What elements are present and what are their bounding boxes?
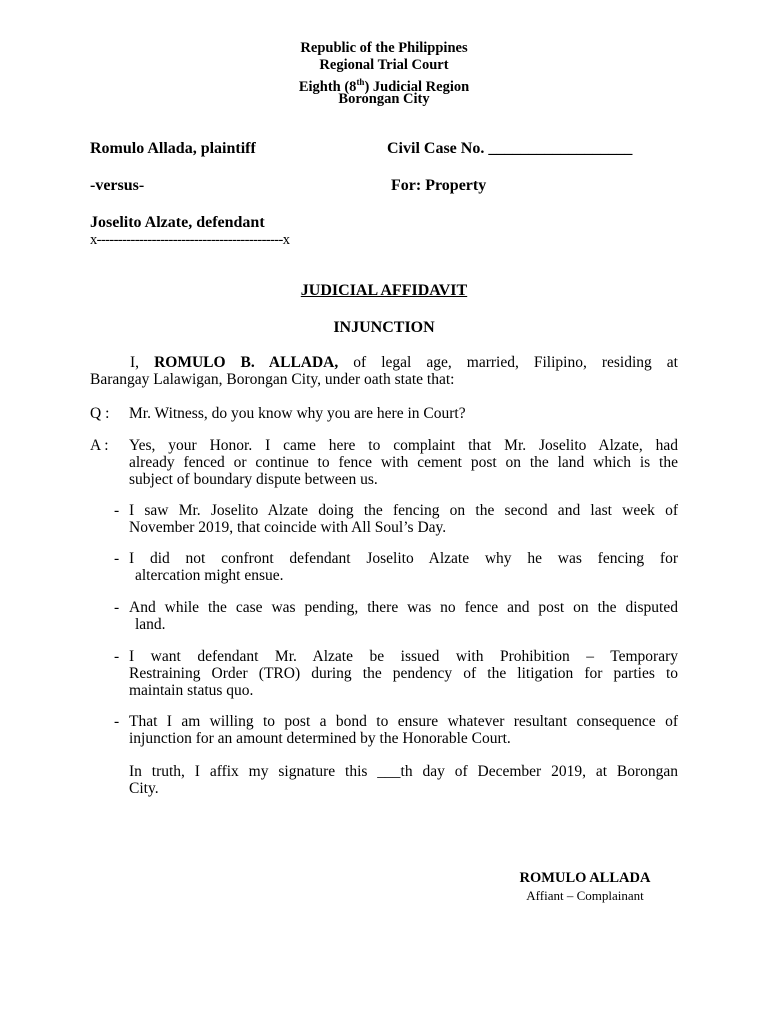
question-text: Mr. Witness, do you know why you are here in Court? [129, 405, 466, 422]
closing-paragraph [129, 763, 678, 797]
bullet-item [129, 713, 678, 747]
answer-line: already fenced or continue to fence with cement post on the land which is the [129, 454, 678, 472]
case-nature: For: Property [391, 177, 487, 194]
header-court: Regional Trial Court [319, 57, 449, 73]
bullet-item [129, 599, 678, 633]
bullet-line: I did not confront defendant Joselito Alzate why he was fencing for [129, 550, 678, 567]
header-region-sup: th [356, 77, 365, 87]
answer-line: subject of boundary dispute between us. [129, 471, 378, 489]
header-republic: Republic of the Philippines [300, 40, 468, 56]
bullet-dash: - [114, 599, 120, 616]
bullet-dash: - [114, 648, 120, 665]
civil-case-number: Civil Case No. __________________ [387, 140, 633, 157]
affiant-name: ROMULO B. ALLADA, [154, 354, 339, 371]
bullet-line: maintain status quo. [129, 682, 254, 700]
header-region-pre: Eighth (8 [298, 78, 357, 95]
document-title-text: JUDICIAL AFFIDAVIT [300, 282, 468, 299]
intro-line-2: Barangay Lalawigan, Borongan City, under oath state that: [90, 371, 455, 389]
bullet-item [129, 648, 678, 700]
header-city: Borongan City [338, 91, 430, 107]
intro-pre: I, [130, 354, 155, 371]
bullet-dash: - [114, 502, 120, 519]
bullet-line: November 2019, that coincide with All Soul’s Day. [129, 519, 447, 537]
bullet-dash: - [114, 550, 120, 567]
answer-text [129, 437, 678, 489]
answer-label: A : [90, 437, 109, 454]
bullet-line: I want defendant Mr. Alzate be issued with Prohibition – Temporary [129, 648, 678, 665]
plaintiff-label: Romulo Allada, plaintiff [90, 140, 256, 157]
signature-role: Affiant – Complainant [526, 888, 644, 903]
bullet-dash: - [114, 713, 120, 730]
bullet-line: And while the case was pending, there was no fence and post on the disputed [129, 599, 678, 616]
bullet-line: land. [135, 616, 166, 634]
caption-divider: x--------------------------------------------x [90, 232, 290, 248]
closing-line: In truth, I affix my signature this ___th day of December 2019, at Borongan [129, 763, 678, 780]
bullet-item [129, 502, 678, 536]
header-region-post: ) Judicial Region [364, 78, 470, 95]
versus-label: -versus- [90, 177, 145, 194]
document-subtitle: INJUNCTION [333, 319, 435, 336]
signature-name: ROMULO ALLADA [519, 870, 651, 886]
document-title [0, 282, 768, 300]
answer-line: Yes, your Honor. I came here to complaint that Mr. Joselito Alzate, had [129, 437, 678, 454]
bullet-line: Restraining Order (TRO) during the pendency of the litigation for parties to [129, 665, 678, 683]
closing-line: City. [129, 780, 159, 798]
bullet-item [129, 550, 678, 584]
intro-paragraph [90, 354, 678, 388]
question-label: Q : [90, 405, 110, 422]
bullet-line: altercation might ensue. [135, 567, 284, 585]
bullet-line: I saw Mr. Joselito Alzate doing the fencing on the second and last week of [129, 502, 678, 519]
bullet-line: That I am willing to post a bond to ensure whatever resultant consequence of [129, 713, 678, 730]
intro-line-1 [90, 354, 678, 371]
intro-rest: of legal age, married, Filipino, residing at [338, 354, 678, 371]
bullet-line: injunction for an amount determined by the Honorable Court. [129, 730, 511, 748]
defendant-label: Joselito Alzate, defendant [90, 214, 265, 231]
